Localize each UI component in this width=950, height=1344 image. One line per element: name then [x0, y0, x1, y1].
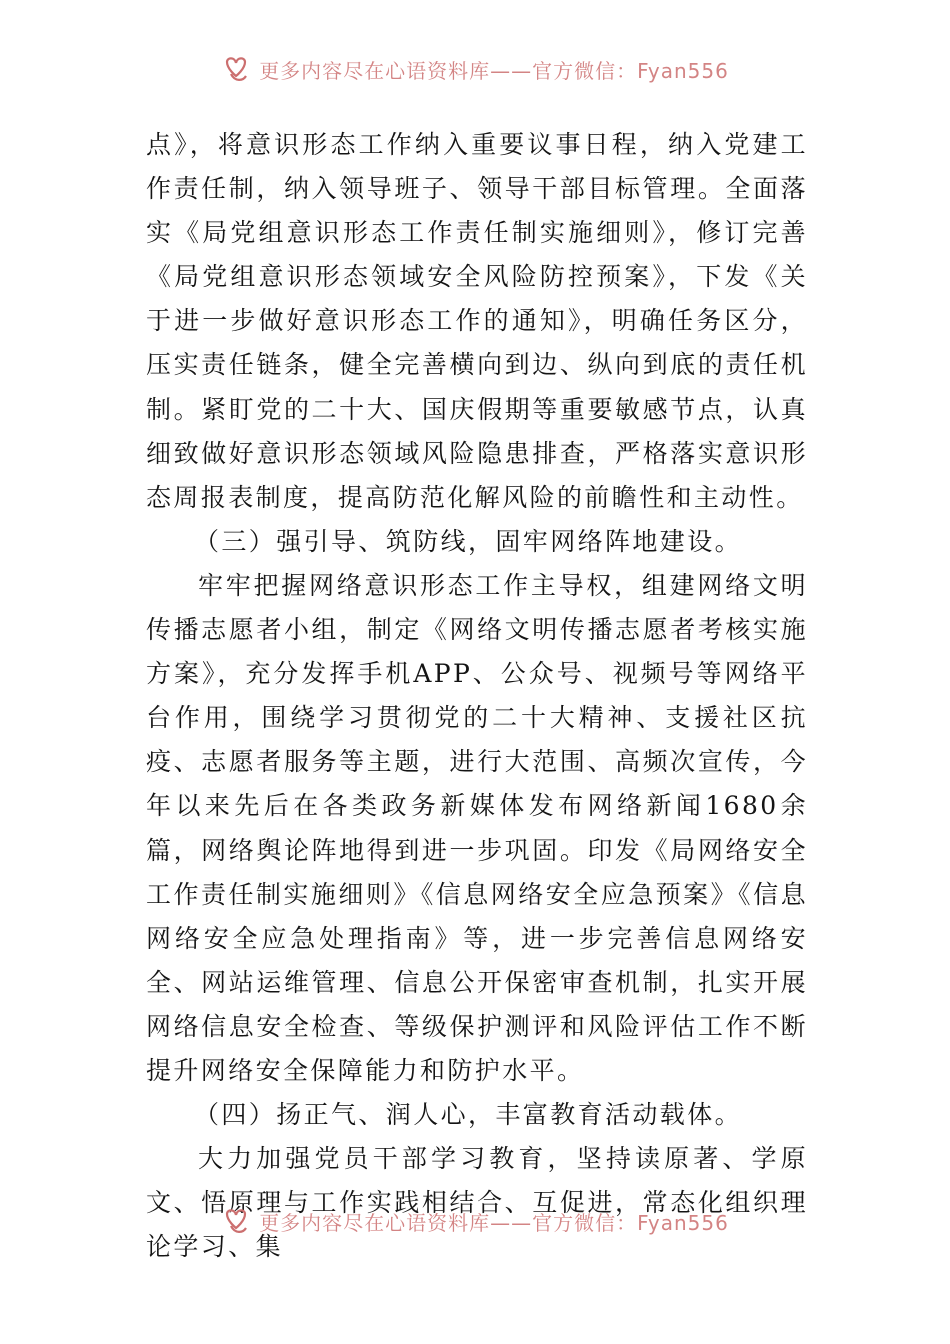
section-heading-3: （三）强引导、筑防线，固牢网络阵地建设。	[194, 526, 743, 556]
header-watermark	[0, 50, 950, 86]
paragraph-network: 牢牢把握网络意识形态工作主导权，组建网络文明传播志愿者小组，制定《网络文明传播志愿者考核实施方案》，充分发挥手机APP、公众号、视频号等网络平台作用，围绕学习贯彻党的二十大精神、支援社区抗疫、志愿者服务等主题，进行大范围、高频次宣传，今年以来先后在各类政务新媒体发布网络新闻1680余篇，网络舆论阵地得到进一步巩固。印发《局网络安全工作责任制实施细则》《信息网络安全应急预案》《信息网络安全应急处理指南》等，进一步完善信息网络安全、网站运维管理、信息公开保密审查机制，扎实开展网络信息安全检查、等级保护测评和风险评估工作不断提升网络安全保障能力和防护水平。	[146, 570, 808, 1085]
document-body	[146, 123, 808, 1269]
watermark-logo-icon	[221, 54, 251, 84]
watermark-logo-icon	[221, 1206, 251, 1236]
watermark-text: 更多内容尽在心语资料库——官方微信：Fyan556	[259, 1210, 729, 1235]
paragraph-education: 大力加强党员干部学习教育，坚持读原著、学原文、悟原理与工作实践相结合、互促进，常态化组织理论学习、集	[146, 1144, 808, 1262]
footer-watermark	[0, 1202, 950, 1238]
watermark-text: 更多内容尽在心语资料库——官方微信：Fyan556	[259, 58, 729, 83]
section-heading-4: （四）扬正气、润人心，丰富教育活动载体。	[194, 1100, 743, 1130]
paragraph-continuation: 点》，将意识形态工作纳入重要议事日程，纳入党建工作责任制，纳入领导班子、领导干部目标管理。全面落实《局党组意识形态工作责任制实施细则》，修订完善《局党组意识形态领域安全风险防控预案》，下发《关于进一步做好意识形态工作的通知》，明确任务区分，压实责任链条，健全完善横向到边、纵向到底的责任机制。紧盯党的二十大、国庆假期等重要敏感节点，认真细致做好意识形态领域风险隐患排查，严格落实意识形态周报表制度，提高防范化解风险的前瞻性和主动性。	[146, 130, 808, 512]
